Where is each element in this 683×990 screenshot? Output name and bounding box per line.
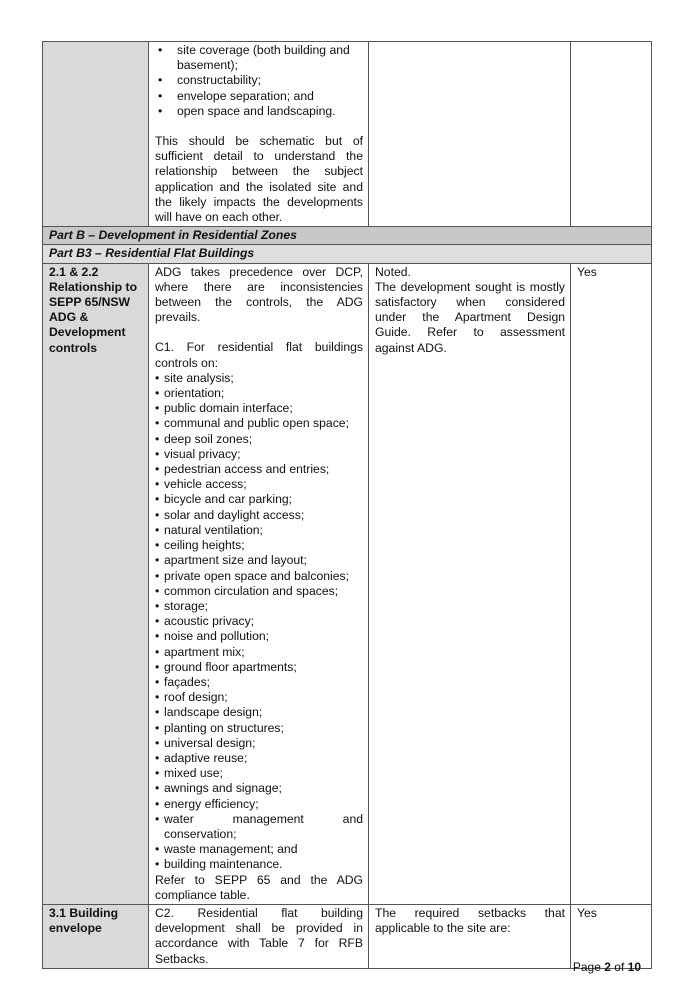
list-item: • natural ventilation; xyxy=(155,523,363,538)
list-item: • roof design; xyxy=(155,690,363,705)
list-item: • ground floor apartments; xyxy=(155,660,363,675)
comment-cell xyxy=(369,42,571,227)
paragraph: This should be schematic but of sufficient detail to understand the relationship between the subject application and the isolated site and the likely impacts the developments will have on each other. xyxy=(155,134,363,225)
list-item: • awnings and signage; xyxy=(155,781,363,796)
comment-cell xyxy=(369,263,571,904)
heading-cell xyxy=(43,42,149,227)
comment-text: The development sought is mostly satisfactory when considered under the Apartment Design Guide. Refer to assessment against ADG. xyxy=(375,279,565,355)
list-item: • ceiling heights; xyxy=(155,538,363,553)
list-item: • communal and public open space; xyxy=(155,416,363,431)
list-item: • public domain interface; xyxy=(155,401,363,416)
list-item: • site analysis; xyxy=(155,371,363,386)
list-item: • water management and conservation; xyxy=(155,812,363,842)
list-item: • envelope separation; and xyxy=(155,89,363,104)
list-item: • private open space and balconies; xyxy=(155,569,363,584)
list-item: • building maintenance. xyxy=(155,857,363,872)
heading-cell: 2.1 & 2.2 Relationship to SEPP 65/NSW ADG & Development controls xyxy=(43,263,149,904)
list-item: • energy efficiency; xyxy=(155,797,363,812)
subsection-row xyxy=(43,245,652,263)
comment-cell: The required setbacks that applicable to the site are: xyxy=(369,904,571,968)
list-item: • acoustic privacy; xyxy=(155,614,363,629)
complies-cell: Yes xyxy=(571,263,652,904)
list-item: • waste management; and xyxy=(155,842,363,857)
subsection-heading: Part B3 – Residential Flat Buildings xyxy=(43,245,652,263)
list-item: • common circulation and spaces; xyxy=(155,584,363,599)
list-item: • universal design; xyxy=(155,736,363,751)
complies-cell xyxy=(571,42,652,227)
section-row xyxy=(43,227,652,245)
of-word: of xyxy=(614,960,625,974)
list-item: • noise and pollution; xyxy=(155,629,363,644)
table-row xyxy=(43,263,652,904)
assessment-table xyxy=(42,41,652,969)
control-cell: C2. Residential flat building development shall be provided in accordance with Table 7 for RFB Setbacks. xyxy=(149,904,369,968)
list-item: • orientation; xyxy=(155,386,363,401)
list-item: • open space and landscaping. xyxy=(155,104,363,119)
page-number xyxy=(573,960,641,974)
list-item: • apartment mix; xyxy=(155,645,363,660)
list-item: • pedestrian access and entries; xyxy=(155,462,363,477)
table-row xyxy=(43,42,652,227)
list-item: • visual privacy; xyxy=(155,447,363,462)
control-cell xyxy=(149,263,369,904)
list-item: • constructability; xyxy=(155,73,363,88)
list-item: • bicycle and car parking; xyxy=(155,492,363,507)
list-item: • mixed use; xyxy=(155,766,363,781)
table-row xyxy=(43,904,652,968)
total-pages: 10 xyxy=(627,960,641,974)
list-item: • adaptive reuse; xyxy=(155,751,363,766)
list-item: • landscape design; xyxy=(155,705,363,720)
current-page: 2 xyxy=(604,960,611,974)
complies-cell: Yes xyxy=(571,904,652,968)
bullet-list xyxy=(155,43,363,119)
comment-text: Noted. xyxy=(375,264,411,279)
list-item: • vehicle access; xyxy=(155,477,363,492)
paragraph: Refer to SEPP 65 and the ADG compliance table. xyxy=(155,872,363,902)
list-item: • deep soil zones; xyxy=(155,432,363,447)
list-item: • solar and daylight access; xyxy=(155,508,363,523)
heading-cell: 3.1 Building envelope xyxy=(43,904,149,968)
list-item: • site coverage (both building and basement); xyxy=(155,43,363,73)
list-item: • façades; xyxy=(155,675,363,690)
list-item: • planting on structures; xyxy=(155,721,363,736)
list-item: • storage; xyxy=(155,599,363,614)
control-cell xyxy=(149,42,369,227)
section-heading: Part B – Development in Residential Zones xyxy=(43,227,652,245)
paragraph: ADG takes precedence over DCP, where there are inconsistencies between the controls, the ADG prevails. xyxy=(155,264,363,325)
control-c1: C1. For residential flat buildings controls on: xyxy=(155,340,363,370)
list-item: • apartment size and layout; xyxy=(155,553,363,568)
bullet-list xyxy=(155,371,363,873)
page-word: Page xyxy=(572,960,601,974)
